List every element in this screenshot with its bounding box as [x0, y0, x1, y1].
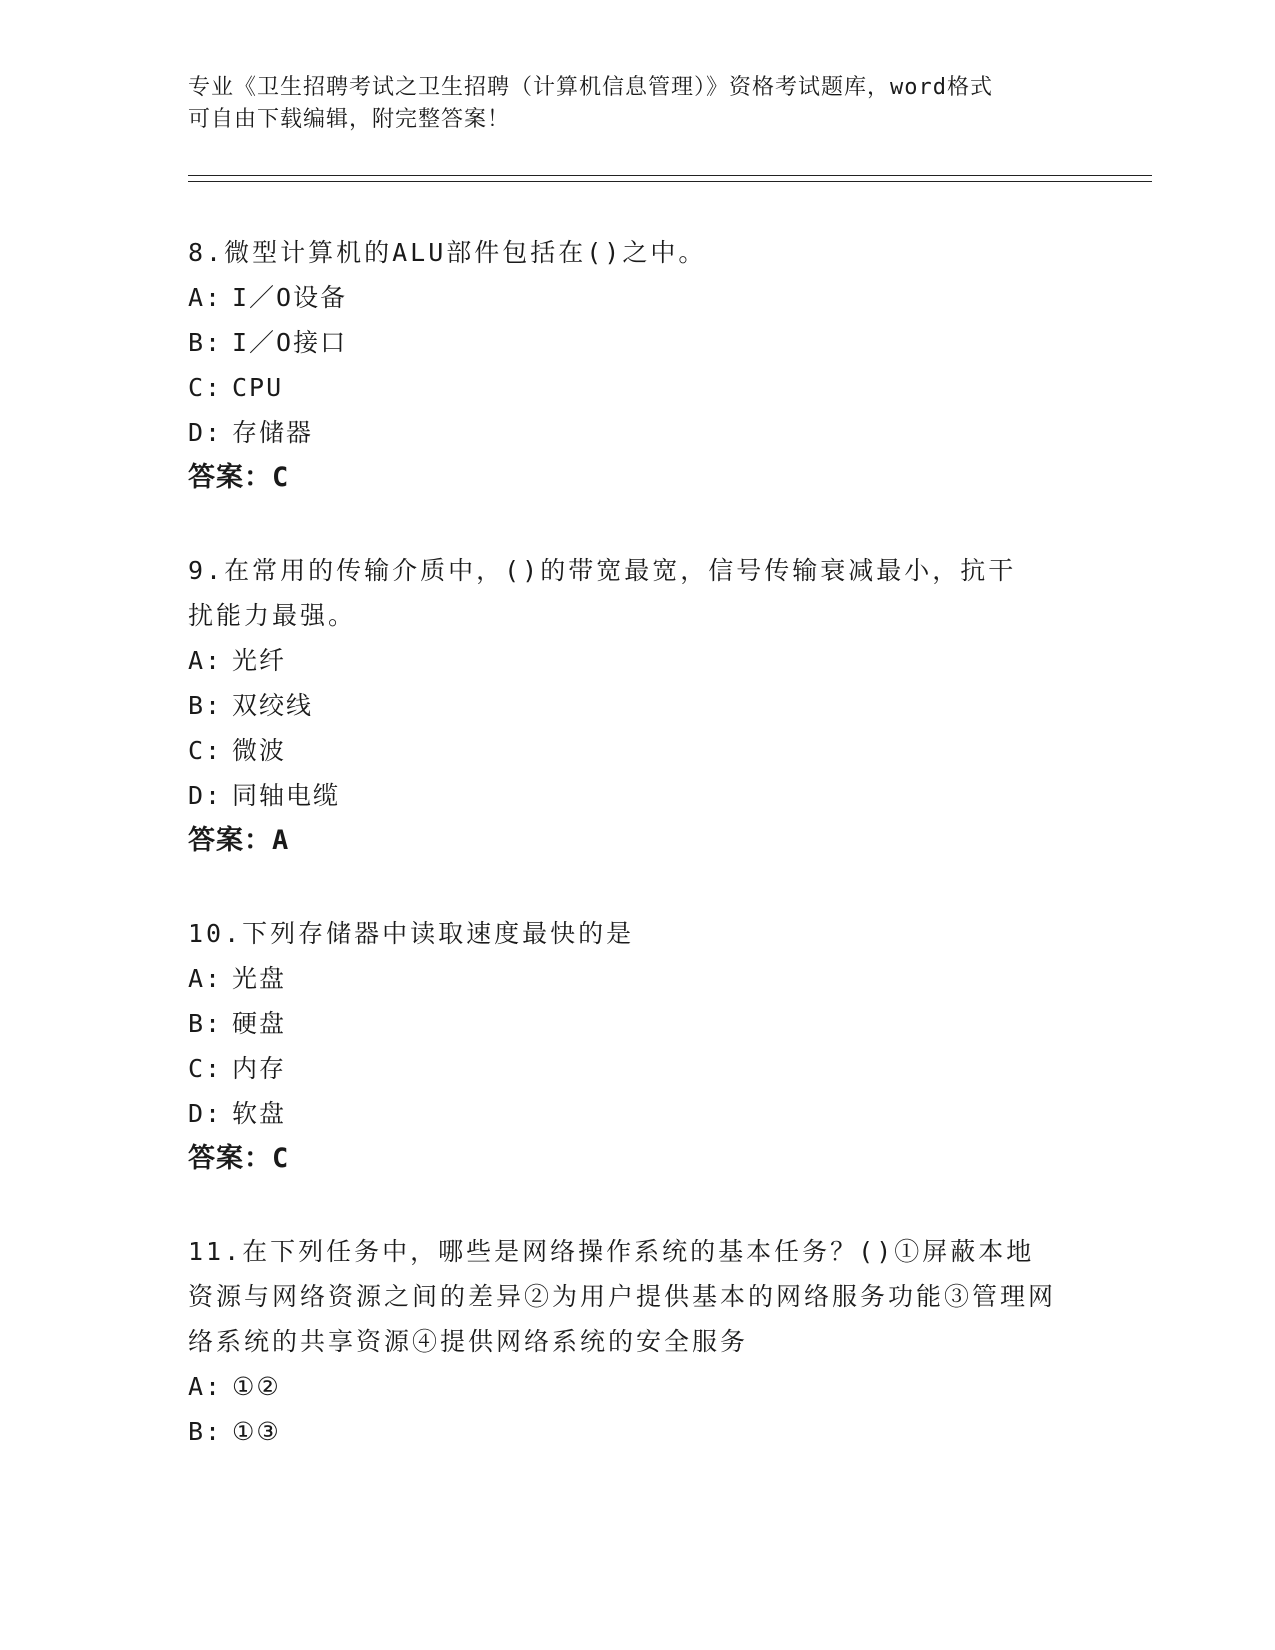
option-label: A: — [188, 646, 223, 675]
option-label: C: — [188, 373, 223, 402]
question-8 — [188, 230, 1088, 500]
header-line-2: 可自由下载编辑，附完整答案！ — [188, 107, 511, 132]
answer: 答案：A — [188, 825, 290, 856]
answer: 答案：C — [188, 462, 290, 493]
option-d — [188, 773, 1088, 818]
question-text: 9.在常用的传输介质中，()的带宽最宽，信号传输衰减最小，抗干扰能力最强。 — [188, 556, 1017, 630]
header-divider-top — [188, 175, 1152, 176]
option-b — [188, 1001, 1088, 1046]
header-divider-bottom — [188, 181, 1152, 182]
option-text: 双绞线 — [232, 691, 314, 720]
option-label: C: — [188, 736, 223, 765]
option-text: 光盘 — [232, 964, 287, 993]
option-b — [188, 1409, 1088, 1454]
option-text: I／O设备 — [232, 283, 348, 312]
option-text: I／O接口 — [232, 328, 348, 357]
option-text: 微波 — [232, 736, 287, 765]
option-text: CPU — [232, 373, 284, 402]
option-text: 内存 — [232, 1054, 287, 1083]
option-text: 软盘 — [232, 1099, 287, 1128]
question-text: 8.微型计算机的ALU部件包括在()之中。 — [188, 238, 707, 267]
option-text: ①③ — [232, 1417, 281, 1446]
question-text: 11.在下列任务中，哪些是网络操作系统的基本任务？()①屏蔽本地资源与网络资源之间的差异②为用户提供基本的网络服务功能③管理网络系统的共享资源④提供网络系统的安全服务 — [188, 1237, 1057, 1356]
option-text: 硬盘 — [232, 1009, 287, 1038]
option-label: A: — [188, 283, 223, 312]
option-a — [188, 956, 1088, 1001]
option-label: B: — [188, 328, 223, 357]
option-a — [188, 638, 1088, 683]
question-text: 10.下列存储器中读取速度最快的是 — [188, 919, 635, 948]
question-11 — [188, 1229, 1088, 1454]
option-label: A: — [188, 1372, 223, 1401]
question-10 — [188, 911, 1088, 1181]
option-d — [188, 410, 1088, 455]
option-c — [188, 1046, 1088, 1091]
option-label: B: — [188, 1417, 223, 1446]
option-label: C: — [188, 1054, 223, 1083]
option-b — [188, 320, 1088, 365]
document-header — [188, 72, 1068, 136]
question-9 — [188, 548, 1088, 863]
option-label: D: — [188, 1099, 223, 1128]
option-text: ①② — [232, 1372, 281, 1401]
option-text: 同轴电缆 — [232, 781, 341, 810]
header-line-1: 专业《卫生招聘考试之卫生招聘（计算机信息管理）》资格考试题库，word格式 — [188, 75, 993, 100]
option-label: B: — [188, 1009, 223, 1038]
option-text: 存储器 — [232, 418, 314, 447]
option-c — [188, 365, 1088, 410]
question-list — [188, 230, 1088, 1502]
option-b — [188, 683, 1088, 728]
option-a — [188, 275, 1088, 320]
option-text: 光纤 — [232, 646, 287, 675]
option-label: D: — [188, 418, 223, 447]
option-label: B: — [188, 691, 223, 720]
option-label: D: — [188, 781, 223, 810]
option-d — [188, 1091, 1088, 1136]
answer: 答案：C — [188, 1143, 290, 1174]
option-label: A: — [188, 964, 223, 993]
option-a — [188, 1364, 1088, 1409]
option-c — [188, 728, 1088, 773]
